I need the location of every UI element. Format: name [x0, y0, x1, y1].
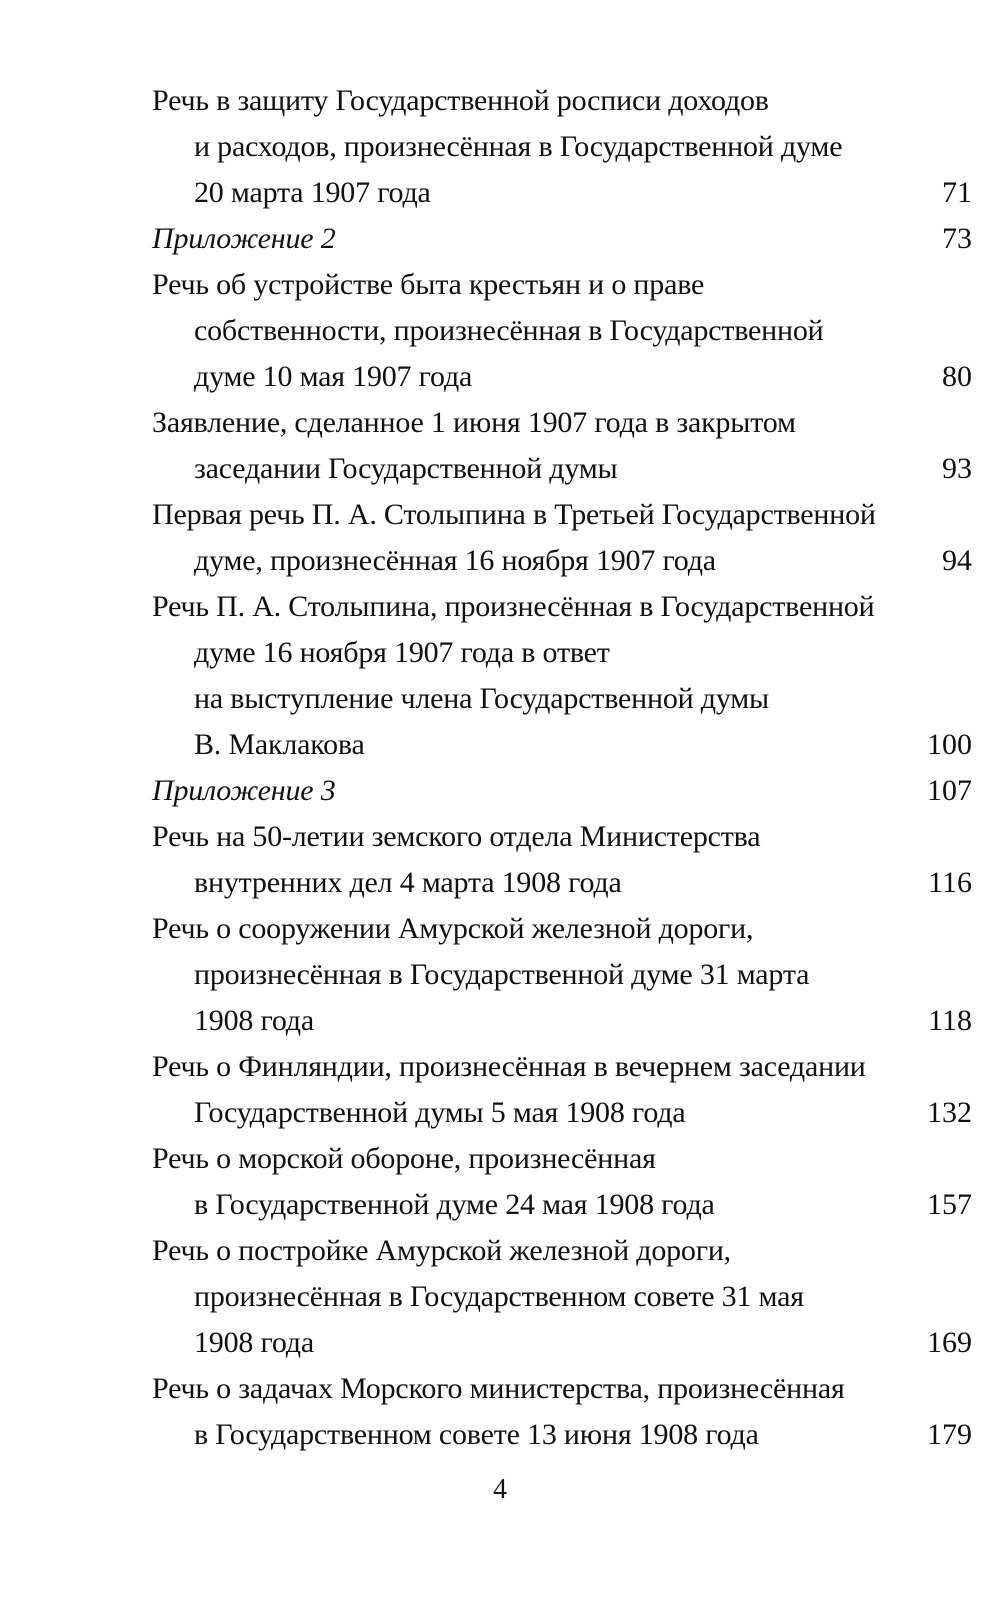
toc-entry-appendix	[152, 768, 972, 814]
toc-entry-title-line: собственности, произнесённая в Государственной	[194, 314, 824, 347]
toc-entry-title-line: произнесённая в Государственной думе 31 марта	[194, 958, 810, 991]
toc-entry-title-line: Заявление, сделанное 1 июня 1907 года в закрытом	[152, 406, 796, 439]
toc-page-number: 80	[942, 360, 972, 393]
toc-entry	[152, 1044, 972, 1136]
toc-entry-title-line: думе 10 мая 1907 года	[194, 360, 473, 393]
toc-entry-title-line: Речь в защиту Государственной росписи доходов	[152, 84, 769, 117]
toc-page-number: 107	[927, 774, 972, 807]
toc-entry-title-line: на выступление члена Государственной думы	[194, 682, 769, 715]
toc-entry-title-line: думе, произнесённая 16 ноября 1907 года	[194, 544, 716, 577]
toc-entry-title-line: Речь на 50-летии земского отдела Министерства	[152, 820, 761, 853]
toc-page-number: 157	[927, 1188, 972, 1221]
toc-entry-title-line: В. Маклакова	[194, 728, 365, 761]
toc-entry	[152, 492, 972, 584]
toc-entry-title-line: произнесённая в Государственном совете 31 мая	[194, 1280, 804, 1313]
toc-entry-title-line: Речь о постройке Амурской железной дороги,	[152, 1234, 731, 1267]
toc-page-number: 93	[942, 452, 972, 485]
toc-entry-title-line: и расходов, произнесённая в Государственной думе	[194, 130, 843, 163]
toc-entry	[152, 1136, 972, 1228]
toc-entry-title-line: Государственной думы 5 мая 1908 года	[194, 1096, 686, 1129]
toc-entry-appendix	[152, 216, 972, 262]
toc-entry-title-line: Речь о Финляндии, произнесённая в вечернем заседании	[152, 1050, 866, 1083]
toc-page-number: 116	[928, 866, 972, 899]
toc-entry-title-line: в Государственной думе 24 мая 1908 года	[194, 1188, 715, 1221]
toc-entry-title-line: Речь о задачах Морского министерства, произнесённая	[152, 1372, 845, 1405]
toc-entry	[152, 814, 972, 906]
toc-entry	[152, 584, 972, 768]
toc-entry-title-line: 1908 года	[194, 1004, 314, 1037]
toc-entry-title-line: Приложение 2	[152, 222, 336, 255]
toc-entry	[152, 1366, 972, 1458]
toc-page-number: 71	[942, 176, 972, 209]
toc-page-number: 179	[927, 1418, 972, 1451]
toc-page-number: 94	[942, 544, 972, 577]
toc-entry-title-line: 20 марта 1907 года	[194, 176, 431, 209]
toc-entry-title-line: Речь об устройстве быта крестьян и о праве	[152, 268, 705, 301]
toc-entry-title-line: заседании Государственной думы	[194, 452, 618, 485]
toc-entry-title-line: Первая речь П. А. Столыпина в Третьей Государственной	[152, 498, 876, 531]
toc-page-number: 132	[927, 1096, 972, 1129]
toc-entry-title-line: в Государственном совете 13 июня 1908 года	[194, 1418, 759, 1451]
toc-entry	[152, 78, 972, 216]
toc-entry	[152, 906, 972, 1044]
toc-entry	[152, 400, 972, 492]
toc-entry-title-line: Речь П. А. Столыпина, произнесённая в Государственной	[152, 590, 875, 623]
toc-page-number: 100	[927, 728, 972, 761]
toc-page-number: 169	[927, 1326, 972, 1359]
page-number: 4	[493, 1474, 507, 1505]
toc-entry	[152, 1228, 972, 1366]
toc-entry-title-line: Речь о сооружении Амурской железной дороги,	[152, 912, 754, 945]
toc-page-number: 118	[928, 1004, 972, 1037]
toc-entry-title-line: думе 16 ноября 1907 года в ответ	[194, 636, 610, 669]
table-of-contents	[152, 78, 972, 1458]
toc-entry-title-line: внутренних дел 4 марта 1908 года	[194, 866, 622, 899]
toc-entry-title-line: Приложение 3	[152, 774, 336, 807]
toc-entry	[152, 262, 972, 400]
toc-entry-title-line: 1908 года	[194, 1326, 314, 1359]
toc-entry-title-line: Речь о морской обороне, произнесённая	[152, 1142, 656, 1175]
toc-page-number: 73	[942, 222, 972, 255]
